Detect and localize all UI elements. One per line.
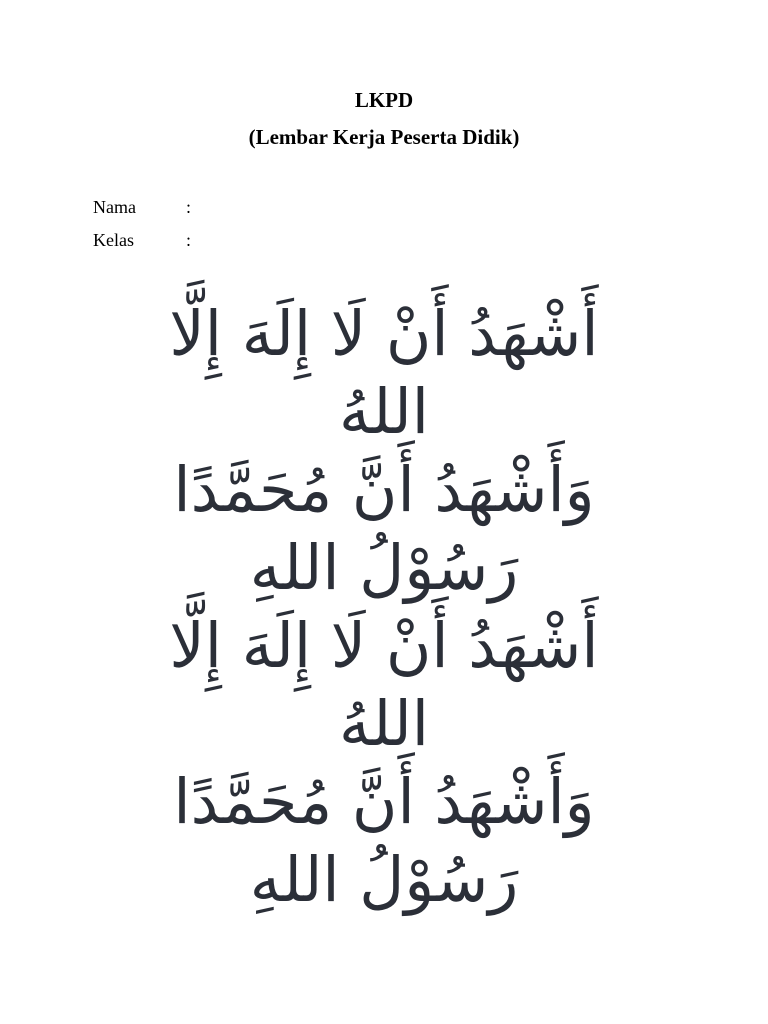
kelas-label: Kelas — [93, 230, 134, 250]
worksheet-title: LKPD — [354, 88, 414, 112]
arabic-line-6: اللهُ — [339, 687, 429, 760]
kelas-field — [93, 228, 293, 252]
arabic-line-3: وَأَشْهَدُ أَنَّ مُحَمَّدًا — [173, 453, 595, 526]
kelas-colon: : — [186, 230, 192, 250]
nama-colon: : — [186, 197, 192, 217]
arabic-line-4: رَسُوْلُ اللهِ — [249, 531, 519, 604]
arabic-line-1: أَشْهَدُ أَنْ لَا إِلَهَ إِلَّا — [169, 297, 599, 370]
arabic-line-8: رَسُوْلُ اللهِ — [249, 843, 519, 916]
worksheet-subtitle: (Lembar Kerja Peserta Didik) — [248, 125, 520, 149]
arabic-line-7: وَأَشْهَدُ أَنَّ مُحَمَّدًا — [173, 765, 595, 838]
arabic-line-2: اللهُ — [339, 375, 429, 448]
nama-field — [93, 195, 293, 219]
nama-label: Nama — [93, 197, 136, 217]
arabic-line-5: أَشْهَدُ أَنْ لَا إِلَهَ إِلَّا — [169, 609, 599, 682]
